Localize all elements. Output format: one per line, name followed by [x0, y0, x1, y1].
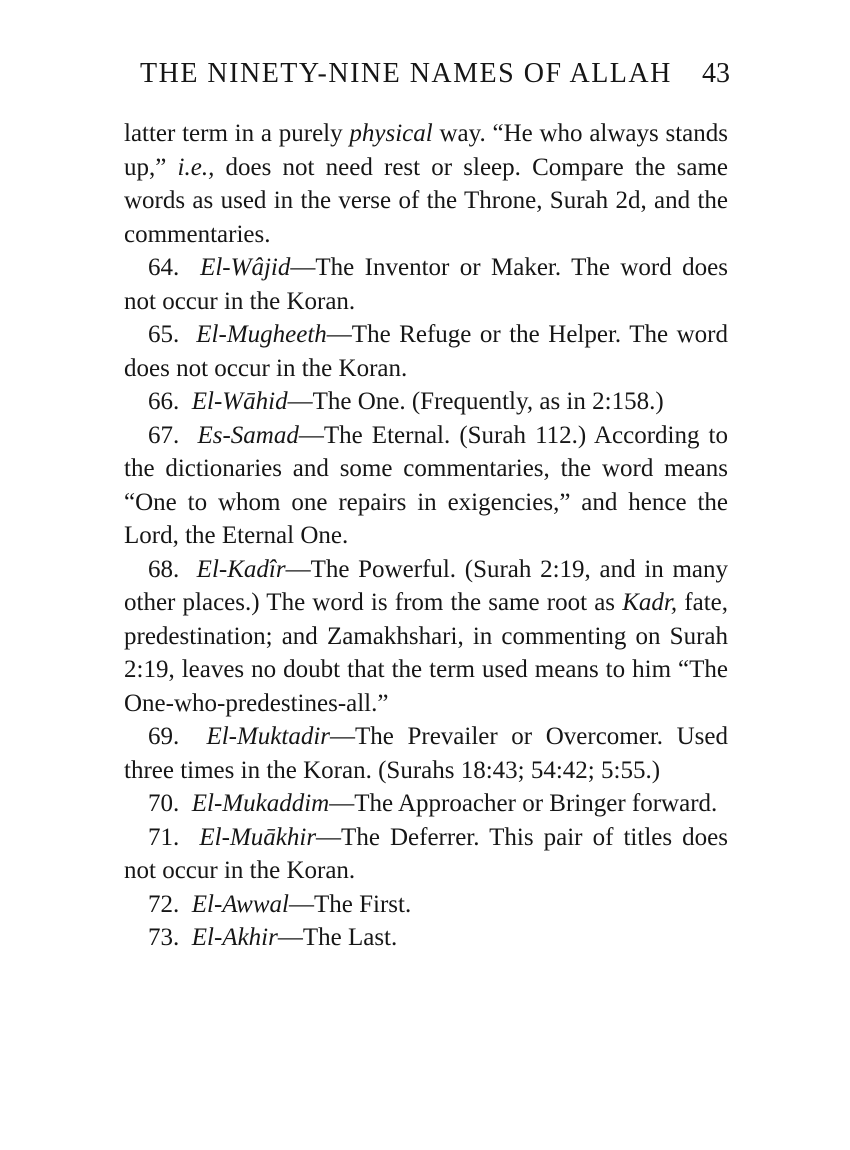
entry-text: —The Deferrer. This pair of titles does not occur in the Koran.: [124, 823, 728, 884]
entry-number: 73.: [148, 924, 180, 951]
entry-72: [124, 888, 728, 922]
entry-73: [124, 921, 728, 955]
entry-number: 71.: [148, 823, 180, 851]
entry-name: El-Wāhid: [191, 388, 288, 415]
entry-text: —The Powerful. (Surah 2:19, and in many other places.) The word is from the same root as: [124, 555, 729, 616]
entry-number: 69.: [148, 723, 180, 750]
entry-text: —The Refuge or the Helper. The word does not occur in the Koran.: [124, 321, 728, 382]
entry-text: —The Inventor or Maker. The word does not occur in the Koran.: [124, 254, 729, 315]
entry-number: 66.: [148, 388, 180, 415]
entry-69: [124, 720, 728, 787]
entry-name: El-Muākhir: [199, 823, 317, 851]
entry-number: 72.: [148, 890, 180, 918]
entry-number: 68.: [148, 555, 180, 583]
entry-name: El-Mukaddim: [191, 790, 330, 817]
entry-text: —The Approacher or Bringer forward.: [329, 790, 718, 817]
running-header: [140, 58, 730, 90]
entry-number: 67.: [148, 421, 180, 449]
entry-name: El-Akhir: [191, 924, 278, 951]
entry-71: [124, 821, 728, 888]
entry-number: 70.: [148, 790, 180, 817]
entry-64: [124, 251, 728, 318]
entry-term: Kadr,: [622, 589, 678, 616]
entry-68: [124, 553, 728, 721]
entry-name: El-Kadîr: [196, 555, 286, 583]
entry-66: [124, 385, 728, 419]
body-text: [124, 117, 728, 955]
entry-text: —The Eternal. (Surah 112.) According to the dictionaries and some commentaries, the word means “One to whom one repairs in exigencies,” and hence the Lord, the Eternal One.: [124, 421, 729, 549]
entry-text: —The One. (Frequently, as in 2:158.): [287, 388, 664, 415]
entry-name: El-Muktadir: [206, 723, 331, 750]
running-title: THE NINETY-NINE NAMES OF ALLAH: [140, 58, 672, 89]
entry-number: 65.: [148, 321, 180, 348]
continued-paragraph: latter term in a purely physical way. “He who always stands up,” i.e., does not need rest or sleep. Compare the same words as used in the verse of the Throne, Surah 2d, and the commentaries.: [124, 120, 728, 248]
entry-text-continued: fate, predestination; and Zamakhshari, in commenting on Surah 2:19, leaves no doubt that the term used means to him “The One-who-predestines-all.”: [124, 589, 728, 717]
entry-text: —The First.: [288, 890, 412, 918]
entry-text: —The Prevailer or Overcomer. Used three times in the Koran. (Surahs 18:43; 54:42; 5:55.): [124, 723, 729, 784]
entry-number: 64.: [148, 254, 180, 281]
entry-name: El-Awwal: [191, 890, 289, 918]
entry-text: —The Last.: [277, 924, 398, 951]
entry-67: [124, 419, 728, 553]
entry-65: [124, 318, 728, 385]
page-number: 43: [702, 58, 730, 89]
entry-name: Es-Samad: [197, 421, 299, 449]
entry-70: [124, 787, 728, 821]
entry-name: El-Wâjid: [200, 254, 291, 281]
entry-name: El-Mugheeth: [196, 321, 327, 348]
